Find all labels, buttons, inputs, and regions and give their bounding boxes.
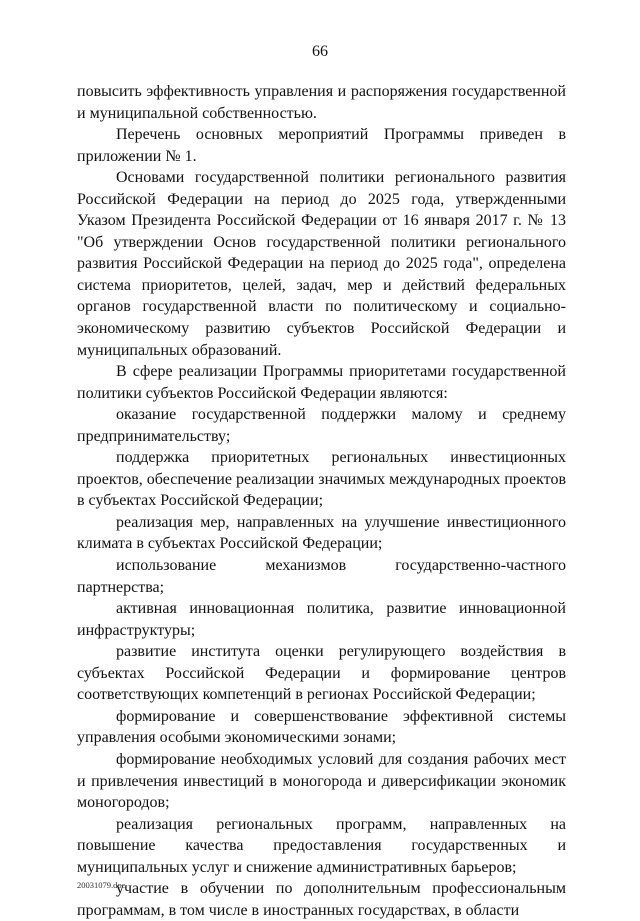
list-item: использование механизмов государственно-частного партнерства;: [77, 557, 566, 596]
list-item: активная инновационная политика, развитие инновационной инфраструктуры;: [77, 600, 566, 639]
list-item: формирование и совершенствование эффективной системы управления особыми экономическими зонами;: [77, 707, 566, 747]
list-item: участие в обучении по дополнительным профессиональным программам, в том числе в иностранных государствах, в области: [77, 880, 566, 919]
paragraph: повысить эффективность управления и распоряжения государственной и муниципальной собственностью.: [77, 83, 566, 122]
paragraph: Перечень основных мероприятий Программы приведен в приложении № 1.: [77, 126, 566, 165]
list-item: формирование необходимых условий для создания рабочих мест и привлечения инвестиций в моногорода и диверсификации экономик моногородов;: [77, 750, 566, 812]
document-body: [77, 81, 566, 921]
list-item: оказание государственной поддержки малому и среднему предпринимательству;: [77, 406, 566, 445]
list-item: развитие института оценки регулирующего воздействия в субъектах Российской Федерации и формирование центров соответствующих компетенций в регионах Российской Федерации;: [77, 643, 566, 704]
list-item: поддержка приоритетных региональных инвестиционных проектов, обеспечение реализации значимых международных проектов в субъектах Российской Федерации;: [77, 449, 566, 510]
list-item: реализация региональных программ, направленных на повышение качества предоставления государственных и муниципальных услуг и снижение административных барьеров;: [77, 815, 566, 876]
paragraph: Основами государственной политики регионального развития Российской Федерации на период до 2025 года, утвержденными Указом Президента Российской Федерации от 16 января 2017 г. № 13 "Об утверждении Основ государственной политики регионального развития Российской Федерации на период до 2025 года", определена система приоритетов, целей, задач, мер и действий федеральных органов государственной власти по политическому и социально-экономическому развитию субъектов Российской Федерации и муниципальных образований.: [77, 169, 566, 359]
paragraph: В сфере реализации Программы приоритетами государственной политики субъектов Российской Федерации являются:: [77, 363, 566, 402]
list-item: реализация мер, направленных на улучшение инвестиционного климата в субъектах Российской Федерации;: [77, 513, 566, 553]
footer-filename: 20031079.doc: [77, 880, 126, 890]
page-number: 66: [312, 43, 328, 60]
